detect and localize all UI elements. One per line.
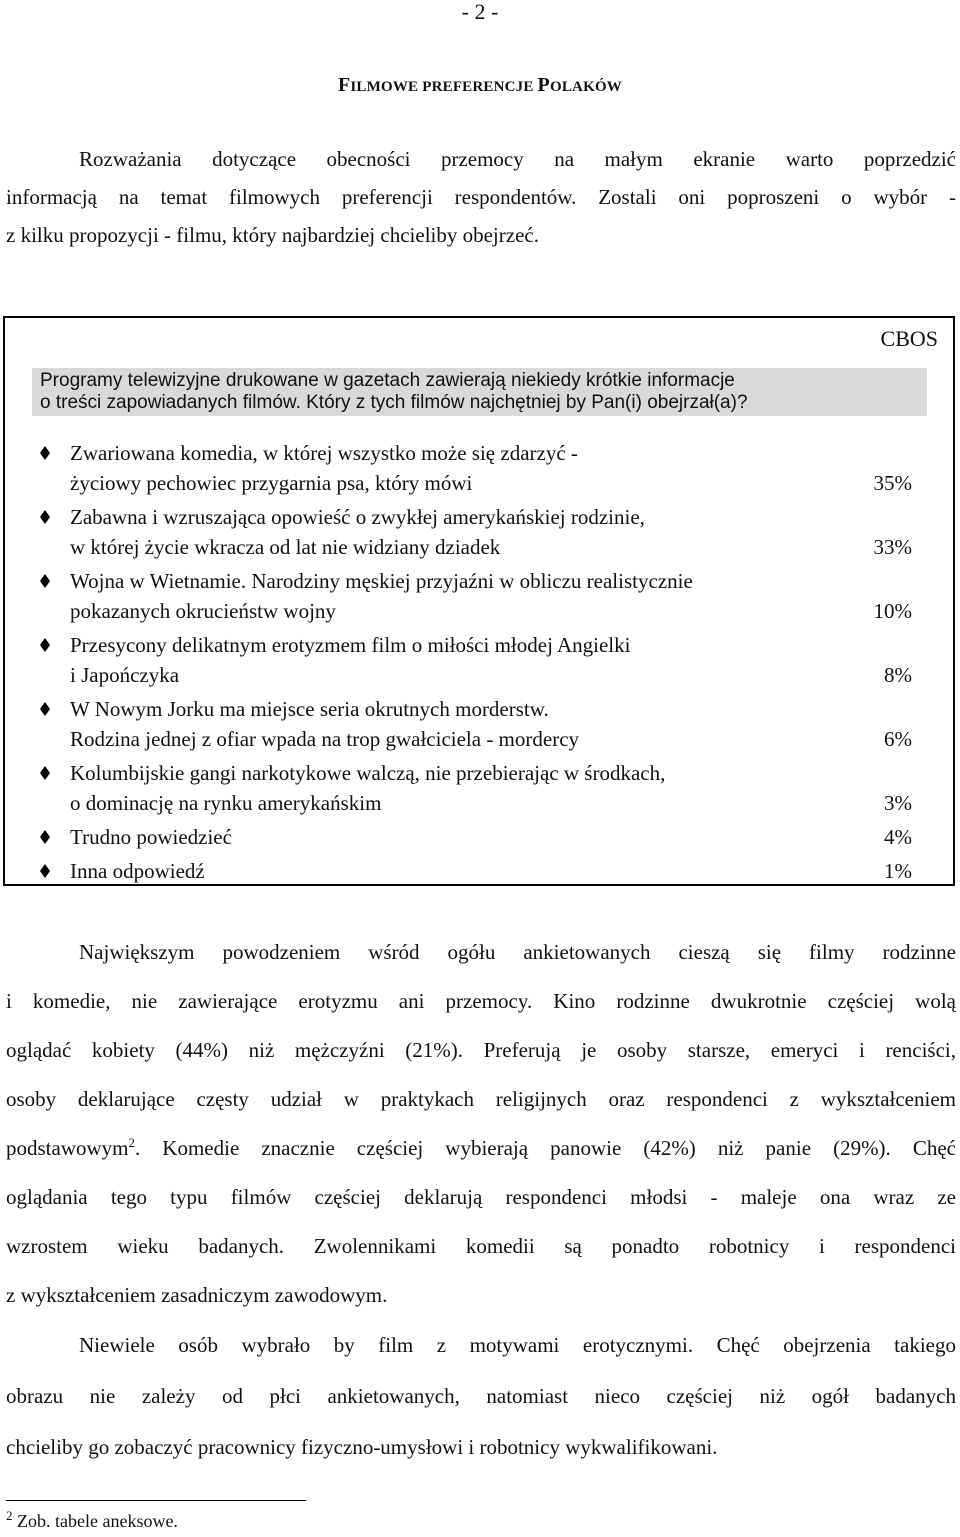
answer-text: i Japończyka xyxy=(70,663,180,687)
result-line: wzrostem wieku badanych. Zwolennikami komedii są ponadto robotnicy i respondenci xyxy=(6,1234,956,1258)
diamond-bullet-icon xyxy=(40,574,50,588)
answer-text: W Nowym Jorku ma miejsce seria okrutnych morderstw. xyxy=(70,697,549,721)
result-line: oglądać kobiety (44%) niż mężczyźni (21%). Preferują je osoby starsze, emeryci i renciści, xyxy=(6,1038,956,1062)
result-text: podstawowym xyxy=(6,1136,129,1160)
intro-line: Rozważania dotyczące obecności przemocy na małym ekranie warto poprzedzić xyxy=(79,147,956,171)
answer-text: życiowy pechowiec przygarnia psa, który mówi xyxy=(70,471,473,495)
survey-source-label: CBOS xyxy=(880,326,938,351)
answer-item xyxy=(40,502,920,562)
result-paragraph xyxy=(6,928,956,1320)
answer-item xyxy=(40,438,920,498)
footnote xyxy=(6,1510,178,1532)
intro-line: z kilku propozycji - filmu, który najbardziej chcieliby obejrzeć. xyxy=(6,223,539,247)
section-title-initial-f: F xyxy=(337,74,351,96)
answer-percent: 35% xyxy=(873,471,912,495)
diamond-bullet-icon xyxy=(40,510,50,524)
answer-percent: 1% xyxy=(884,859,912,883)
answer-percent: 6% xyxy=(884,727,912,751)
answer-item xyxy=(40,758,920,818)
answer-text: Trudno powiedzieć xyxy=(70,825,232,849)
answer-item xyxy=(40,566,920,626)
answer-text: Inna odpowiedź xyxy=(70,859,205,883)
footnote-divider xyxy=(6,1500,306,1501)
diamond-bullet-icon xyxy=(40,446,50,460)
section-title-part-1: ILMOWE PREFERENCJE xyxy=(350,79,538,95)
diamond-bullet-icon xyxy=(40,830,50,844)
section-title xyxy=(0,72,960,100)
answer-text: w której życie wkracza od lat nie widziany dziadek xyxy=(70,535,501,559)
answer-percent: 3% xyxy=(884,791,912,815)
answer-text: Zwariowana komedia, w której wszystko może się zdarzyć - xyxy=(70,441,578,465)
survey-question-line: o treści zapowiadanych filmów. Który z tych filmów najchętniej by Pan(i) obejrzał(a)? xyxy=(40,392,748,413)
intro-line: informacją na temat filmowych preferencji respondentów. Zostali oni poproszeni o wybór - xyxy=(6,185,956,209)
diamond-bullet-icon xyxy=(40,638,50,652)
answer-item xyxy=(40,856,920,886)
answer-text: Rodzina jednej z ofiar wpada na trop gwałciciela - mordercy xyxy=(70,727,580,751)
answer-text: pokazanych okrucieństw wojny xyxy=(70,599,336,623)
result-line: Największym powodzeniem wśród ogółu ankietowanych cieszą się filmy rodzinne xyxy=(79,940,956,964)
answer-text: Przesycony delikatnym erotyzmem film o miłości młodej Angielki xyxy=(70,633,631,657)
result-line: oglądania tego typu filmów częściej deklarują respondenci młodsi - maleje ona wraz ze xyxy=(6,1185,956,1209)
page-number: - 2 - xyxy=(461,0,499,24)
diamond-bullet-icon xyxy=(40,702,50,716)
answer-percent: 10% xyxy=(873,599,912,623)
answer-item xyxy=(40,630,920,690)
survey-question xyxy=(32,368,927,416)
footnote-text: Zob. tabele aneksowe. xyxy=(12,1511,178,1531)
result-line: i komedie, nie zawierające erotyzmu ani przemocy. Kino rodzinne dwukrotnie częściej wolą xyxy=(6,989,956,1013)
survey-question-line: Programy telewizyjne drukowane w gazetach zawierają niekiedy krótkie informacje xyxy=(40,370,735,391)
diamond-bullet-icon xyxy=(40,766,50,780)
erotic-paragraph xyxy=(6,1320,956,1473)
section-title-part-2: OLAKÓW xyxy=(549,79,623,95)
answer-item xyxy=(40,822,920,852)
section-title-initial-p: P xyxy=(537,74,550,96)
erotic-line: Niewiele osób wybrało by film z motywami erotycznymi. Chęć obejrzenia takiego xyxy=(79,1333,956,1357)
answer-percent: 8% xyxy=(884,663,912,687)
answer-percent: 4% xyxy=(884,825,912,849)
erotic-line: chcieliby go zobaczyć pracownicy fizyczno-umysłowi i robotnicy wykwalifikowani. xyxy=(6,1435,718,1459)
answer-text: Zabawna i wzruszająca opowieść o zwykłej amerykańskiej rodzinie, xyxy=(70,505,645,529)
intro-paragraph xyxy=(6,140,956,254)
answer-text: o dominację na rynku amerykańskim xyxy=(70,791,382,815)
result-line-with-footnote xyxy=(6,1124,956,1173)
answer-percent: 33% xyxy=(873,535,912,559)
footnote-mark: 2 xyxy=(6,1508,13,1523)
answer-text: Wojna w Wietnamie. Narodziny męskiej przyjaźni w obliczu realistycznie xyxy=(70,569,693,593)
footnote-reference[interactable]: 2 xyxy=(128,1135,135,1150)
answer-text: Kolumbijskie gangi narkotykowe walczą, nie przebierając w środkach, xyxy=(70,761,666,785)
diamond-bullet-icon xyxy=(40,864,50,878)
erotic-line: obrazu nie zależy od płci ankietowanych, natomiast nieco częściej niż ogół badanych xyxy=(6,1384,956,1408)
result-line: osoby deklarujące częsty udział w praktykach religijnych oraz respondenci z wykształceniem xyxy=(6,1087,956,1111)
answer-item xyxy=(40,694,920,754)
survey-answers xyxy=(40,438,920,890)
result-text: . Komedie znacznie częściej wybierają panowie (42%) niż panie (29%). Chęć xyxy=(135,1136,956,1160)
result-line: z wykształceniem zasadniczym zawodowym. xyxy=(6,1283,388,1307)
